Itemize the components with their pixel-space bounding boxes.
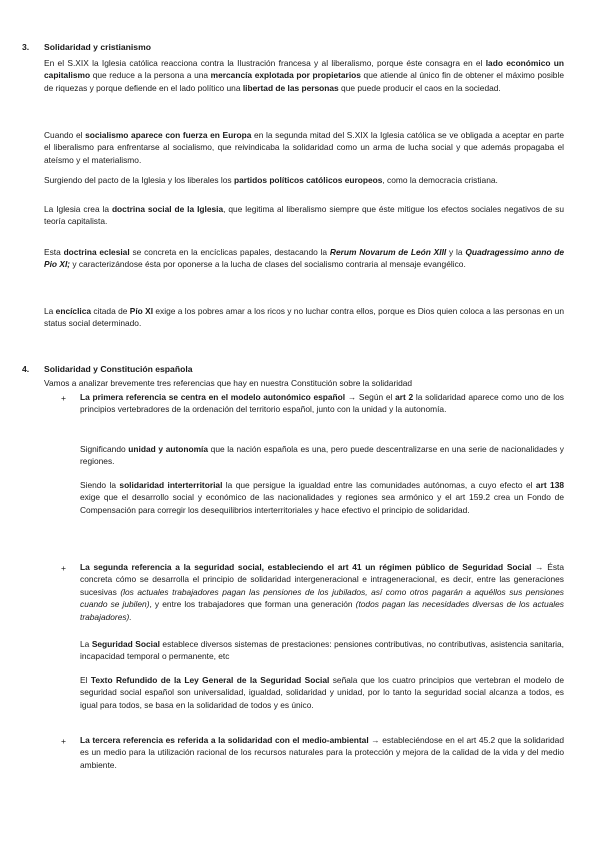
paragraph: Vamos a analizar brevemente tres referencias que hay en nuestra Constitución sobre la solidaridad	[44, 378, 413, 388]
paragraph: La Iglesia crea la doctrina social de la Iglesia, que legitima al liberalismo siempre que éste mitigue los efectos sociales negativos de su teoría capitalista.	[44, 204, 564, 227]
paragraph: El Texto Refundido de la Ley General de la Seguridad Social señala que los cuatro principios que vertebran el modelo de seguridad social español son universalidad, igualdad, solidaridad y unidad, por lo tanto la seguridad social alcanza a todos, es igual para todos, se basa en la solidaridad de todos y es único.	[80, 675, 564, 710]
bullet-marker: +	[61, 393, 67, 403]
paragraph: La Seguridad Social establece diversos sistemas de prestaciones: pensiones contributivas, no contributivas, asistencia sanitaria, incapacidad temporal o permanente, etc	[80, 639, 564, 662]
paragraph: Cuando el socialismo aparece con fuerza en Europa en la segunda mitad del S.XIX la Iglesia católica se ve obligada a aceptar en parte el liberalismo para enfrentarse al socialismo, que reivindicaba la solidaridad como un arma de lucha social y que además propagaba el ateísmo y el materialismo.	[44, 130, 564, 165]
paragraph: Siendo la solidaridad interterritorial la que persigue la igualdad entre las comunidades autónomas, a cuyo efecto el art 138 exige que el desarrollo social y económico de las nacionalidades y regiones sea armónico y el art 159.2 crea un Fondo de Compensación para corregir los desequilibrios interterritoriales y hace efectivo el principio de solidaridad.	[80, 480, 565, 515]
paragraph: Significando unidad y autonomía que la nación española es una, pero puede descentralizarse en una serie de nacionalidades y regiones.	[80, 444, 564, 467]
section-title: Solidaridad y cristianismo	[44, 42, 151, 52]
paragraph: En el S.XIX la Iglesia católica reacciona contra la Ilustración francesa y al liberalismo, porque éste consagra en el lado económico un capitalismo que reduce a la persona a una mercancía explotada por propietarios que atiende al único fin de obtener el máximo posible de riquezas y porque defiende en el lado político una libertad de las personas que puede producir el caos en la sociedad.	[44, 58, 564, 93]
section-title: Solidaridad y Constitución española	[44, 364, 193, 374]
bullet-marker: +	[61, 736, 67, 746]
bullet-marker: +	[61, 563, 67, 573]
paragraph: La encíclica citada de Pío XI exige a los pobres amar a los ricos y no luchar contra ellos, porque es Dios quien coloca a las personas en un status social determinado.	[44, 306, 565, 329]
section-number: 4.	[22, 364, 30, 374]
paragraph: La segunda referencia a la seguridad social, estableciendo el art 41 un régimen público de Seguridad Social → Ésta concreta cómo se desarrolla el principio de solidaridad intergeneracional e intrageneracional, es decir, entre las generaciones sucesivas (los actuales trabajadores pagan las pensiones de los jubilados, así como otros pagarán a aquéllos sus pensiones cuando se jubilen), y entre los trabajadores que forman una generación (todos pagan las necesidades diversas de los actuales trabajadores).	[80, 562, 564, 622]
paragraph: Esta doctrina eclesial se concreta en la encíclicas papales, destacando la Rerum Novarum de León XIII y la Quadragessimo anno de Pio XI; y caracterizándose ésta por oponerse a la lucha de clases del socialismo contraria al mensaje evangélico.	[44, 247, 565, 270]
section-number: 3.	[22, 42, 30, 52]
paragraph: Surgiendo del pacto de la Iglesia y los liberales los partidos políticos católicos europeos, como la democracia cristiana.	[44, 175, 498, 185]
paragraph: La tercera referencia es referida a la solidaridad con el medio-ambiental → estableciéndose en el art 45.2 que la solidaridad es un medio para la utilización racional de los recursos naturales para la protección y mejora de la calidad de la vida y del medio ambiente.	[80, 735, 564, 770]
paragraph: La primera referencia se centra en el modelo autonómico español → Según el art 2 la solidaridad aparece como uno de los principios vertebradores de la ordenación del territorio español, junto con la unidad y la autonomía.	[80, 392, 564, 415]
